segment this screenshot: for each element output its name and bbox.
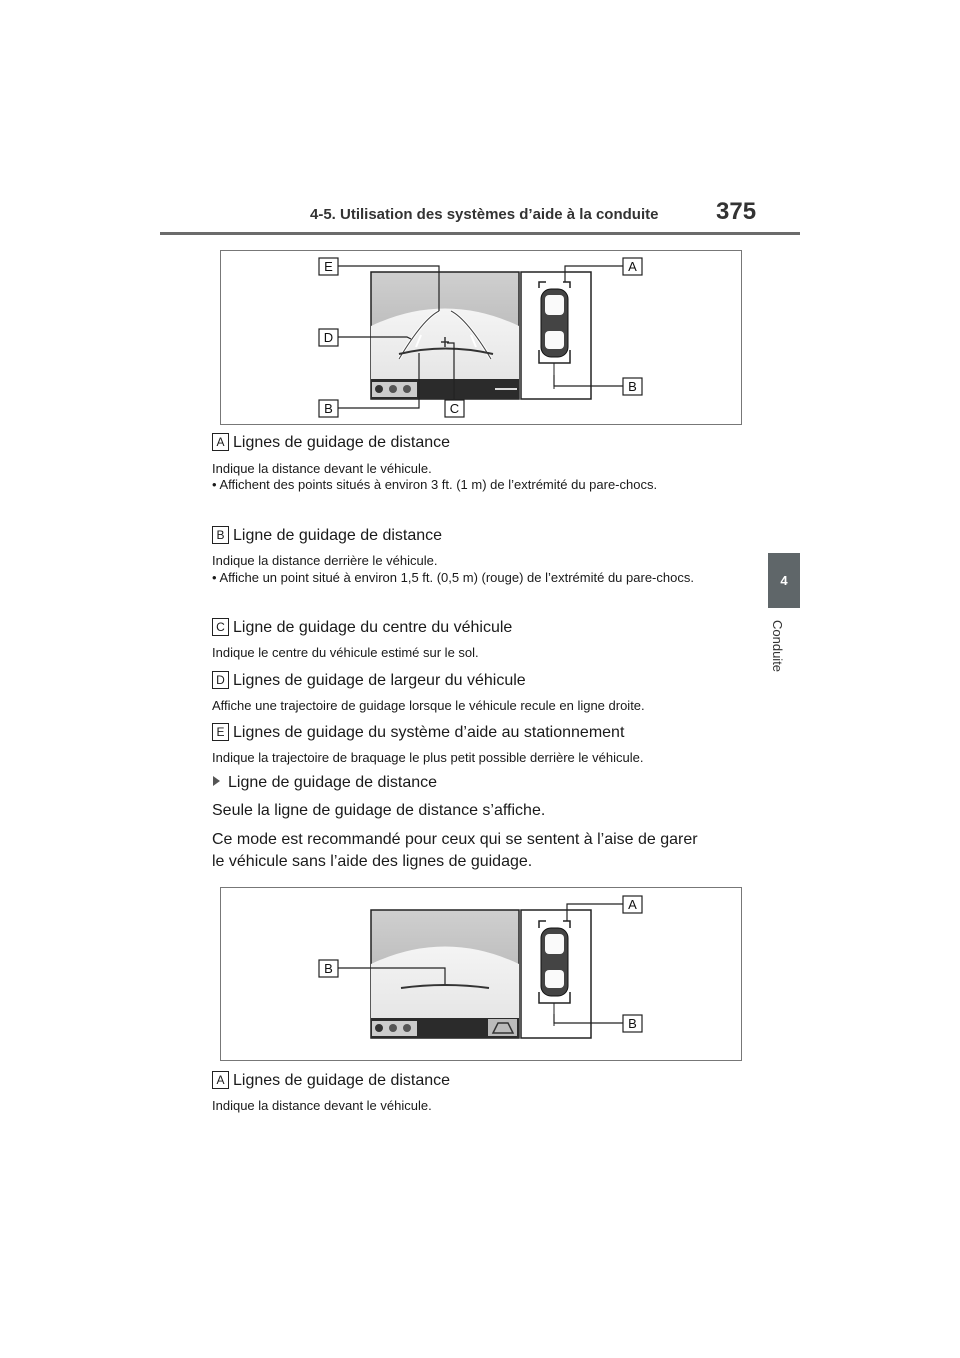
svg-text:B: B: [324, 401, 333, 416]
section-desc-b: Indique la distance derrière le véhicule.: [212, 553, 438, 568]
svg-text:B: B: [628, 1016, 637, 1031]
label-b-right: [623, 1015, 642, 1032]
section-desc-c: Indique le centre du véhicule estimé sur le sol.: [212, 645, 479, 660]
svg-text:A: A: [628, 897, 637, 912]
section-desc-e: Indique la trajectoire de braquage le plus petit possible derrière le véhicule.: [212, 750, 644, 765]
svg-text:B: B: [628, 379, 637, 394]
triangle-bullet-icon: [213, 776, 220, 786]
section-title-a-2: A Lignes de guidage de distance: [212, 1071, 450, 1090]
section-desc-a: Indique la distance devant le véhicule.: [212, 461, 432, 476]
svg-text:B: B: [324, 961, 333, 976]
label-d: [319, 329, 338, 346]
section-badge: A: [212, 1071, 229, 1089]
section-badge: B: [212, 526, 229, 544]
label-b-right: [623, 378, 642, 395]
section-title-d: D Lignes de guidage de largeur du véhicule: [212, 671, 526, 690]
section-bullet-b: • Affiche un point situé à environ 1,5 ft. (0,5 m) (rouge) de l’extrémité du pare-chocs.: [212, 570, 694, 585]
label-b-left: [319, 400, 338, 417]
paragraph: Ce mode est recommandé pour ceux qui se sentent à l’aise de garer: [212, 831, 698, 848]
label-a: [623, 258, 642, 275]
page-number: 375: [716, 198, 757, 225]
svg-text:D: D: [323, 330, 334, 345]
section-badge: E: [212, 723, 229, 741]
section-bullet-a: • Affichent des points situés à environ 3 ft. (1 m) de l’extrémité du pare-chocs.: [212, 477, 658, 492]
svg-text:A: A: [628, 259, 637, 274]
section-title-e: E Lignes de guidage du système d’aide au stationnement: [212, 723, 624, 742]
label-a: [623, 896, 642, 913]
chapter-title: 4-5. Utilisation des systèmes d’aide à la conduite: [310, 206, 659, 223]
section-desc-a-2: Indique la distance devant le véhicule.: [212, 1098, 432, 1113]
subheading: Ligne de guidage de distance: [213, 774, 437, 792]
label-e: [319, 258, 338, 275]
figure-guide-lines-full: [220, 250, 742, 425]
paragraph: le véhicule sans l’aide des lignes de guidage.: [212, 853, 533, 870]
figure-guide-lines-distance-only: [220, 887, 742, 1061]
section-badge: D: [212, 671, 229, 689]
section-desc-d: Affiche une trajectoire de guidage lorsque le véhicule recule en ligne droite.: [212, 698, 645, 713]
header-rule: [160, 232, 800, 235]
section-badge: C: [212, 618, 229, 636]
section-title-b: B Ligne de guidage de distance: [212, 526, 442, 545]
svg-text:E: E: [324, 259, 333, 274]
label-b-left: [319, 960, 338, 977]
chapter-tab-label: Conduite: [770, 620, 785, 673]
label-c: [445, 400, 464, 417]
section-badge: A: [212, 433, 229, 451]
paragraph: Seule la ligne de guidage de distance s’affiche.: [212, 802, 546, 819]
section-title-c: C Ligne de guidage du centre du véhicule: [212, 618, 512, 637]
chapter-tab: 4: [768, 553, 800, 608]
section-title-a: A Lignes de guidage de distance: [212, 433, 450, 452]
svg-text:C: C: [449, 401, 460, 416]
